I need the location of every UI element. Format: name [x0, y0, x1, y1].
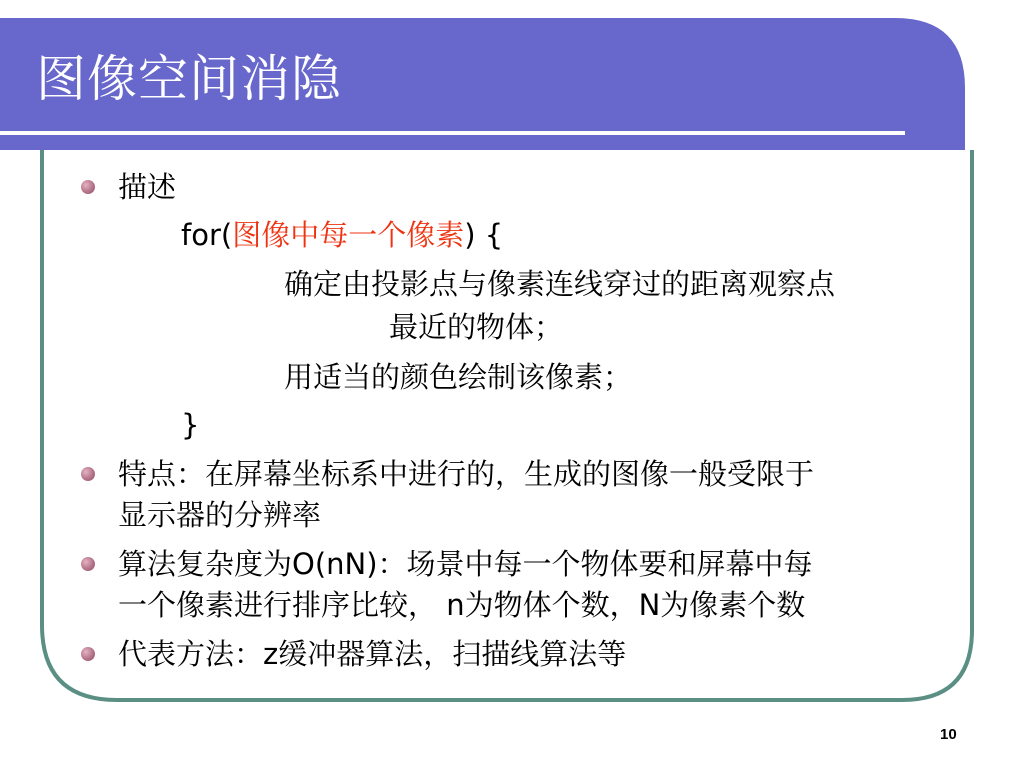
code-statement1-line2: 最近的物体；	[389, 310, 564, 344]
bullet-3-line1: 算法复杂度为O(nN)：场景中每一个物体要和屏幕中每	[118, 547, 813, 581]
code-statement1-line1: 确定由投影点与像素连线穿过的距离观察点	[284, 267, 836, 301]
bullet-marker-4	[81, 647, 95, 661]
bullet-2-line1: 特点：在屏幕坐标系中进行的，生成的图像一般受限于	[118, 457, 815, 491]
code-for-line	[181, 214, 503, 256]
bullet-marker-1	[81, 180, 95, 194]
code-for-prefix: for(	[181, 218, 233, 252]
bullet-4-line1: 代表方法：z缓冲器算法，扫描线算法等	[118, 637, 627, 671]
bullet-3-line2: 一个像素进行排序比较， n为物体个数，N为像素个数	[118, 588, 806, 622]
code-for-condition: 图像中每一个像素	[232, 218, 465, 252]
bullet-1-text: 描述	[118, 170, 177, 204]
slide-title: 图像空间消隐	[36, 50, 342, 108]
code-statement2: 用适当的颜色绘制该像素；	[284, 360, 633, 394]
code-for-suffix: ) {	[464, 218, 504, 252]
page-number: 10	[940, 726, 957, 743]
bullet-marker-2	[81, 467, 95, 481]
code-close-brace: }	[181, 408, 200, 442]
bullet-marker-3	[81, 557, 95, 571]
bullet-2-line2: 显示器的分辨率	[118, 498, 322, 532]
